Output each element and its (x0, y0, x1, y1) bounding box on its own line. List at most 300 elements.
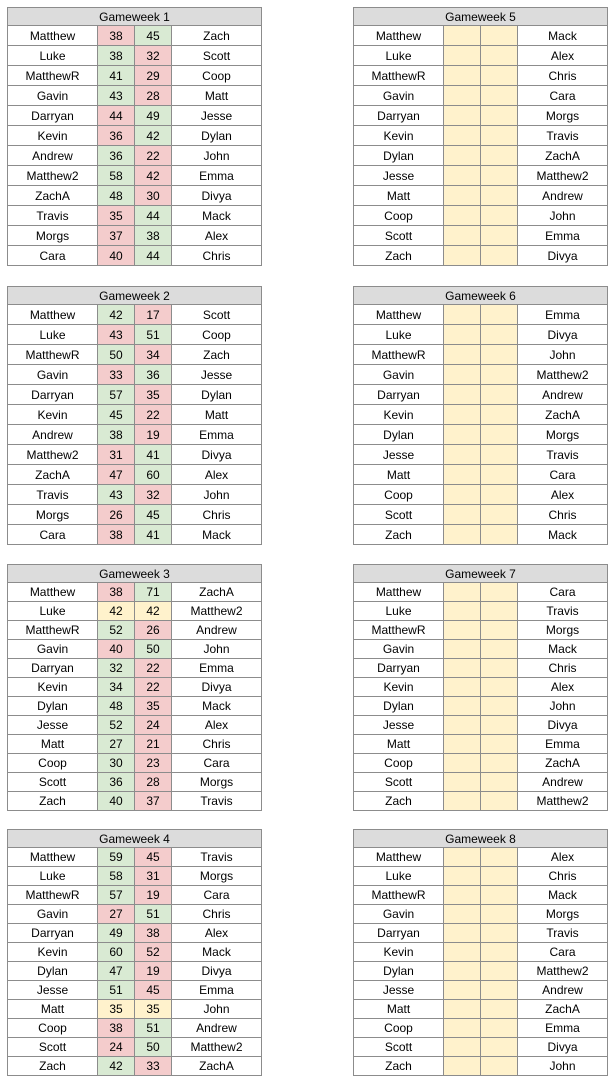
away-score: 21 (135, 735, 172, 754)
away-score: 50 (135, 640, 172, 659)
home-player: Cara (8, 246, 98, 266)
home-player: MatthewR (8, 621, 98, 640)
away-player: Divya (518, 325, 608, 345)
home-score (444, 924, 481, 943)
home-player: Zach (354, 246, 444, 266)
home-player: Matthew2 (8, 445, 98, 465)
home-player: Zach (8, 792, 98, 811)
match-row (8, 46, 262, 66)
home-score: 43 (98, 485, 135, 505)
away-score (481, 773, 518, 792)
away-player: Travis (518, 924, 608, 943)
home-player: Coop (354, 206, 444, 226)
away-score: 22 (135, 659, 172, 678)
match-row (8, 425, 262, 445)
home-score (444, 325, 481, 345)
away-score: 51 (135, 1019, 172, 1038)
away-player: Mack (518, 26, 608, 46)
gameweek-table (353, 7, 608, 266)
home-player: MatthewR (8, 66, 98, 86)
home-player: Luke (354, 325, 444, 345)
away-player: Matthew2 (172, 602, 262, 621)
away-player: Scott (172, 46, 262, 66)
match-row (8, 345, 262, 365)
match-row (354, 46, 608, 66)
match-row (8, 525, 262, 545)
home-score: 34 (98, 678, 135, 697)
home-score (444, 981, 481, 1000)
home-player: Zach (8, 1057, 98, 1076)
away-player: Jesse (172, 365, 262, 385)
home-score (444, 1000, 481, 1019)
match-row (8, 365, 262, 385)
away-score: 23 (135, 754, 172, 773)
home-score (444, 962, 481, 981)
home-player: Morgs (8, 226, 98, 246)
away-player: Cara (518, 583, 608, 602)
match-row (354, 106, 608, 126)
match-row (354, 166, 608, 186)
home-player: Matthew (8, 848, 98, 867)
home-score: 36 (98, 773, 135, 792)
away-score: 31 (135, 867, 172, 886)
home-score (444, 66, 481, 86)
away-score: 51 (135, 325, 172, 345)
away-player: John (172, 485, 262, 505)
gameweek-title: Gameweek 4 (8, 830, 262, 848)
home-score (444, 206, 481, 226)
away-score: 45 (135, 848, 172, 867)
away-score (481, 206, 518, 226)
home-player: Kevin (354, 678, 444, 697)
home-score (444, 678, 481, 697)
home-score (444, 905, 481, 924)
home-score: 40 (98, 640, 135, 659)
match-row (354, 924, 608, 943)
home-score: 35 (98, 206, 135, 226)
match-row (8, 602, 262, 621)
match-row (354, 583, 608, 602)
away-player: Matt (172, 405, 262, 425)
home-score: 40 (98, 792, 135, 811)
home-score (444, 106, 481, 126)
home-player: Scott (354, 226, 444, 246)
gameweek-table (353, 564, 608, 811)
home-player: Darryan (8, 106, 98, 126)
home-score: 45 (98, 405, 135, 425)
home-score (444, 525, 481, 545)
away-player: John (172, 146, 262, 166)
match-row (354, 126, 608, 146)
home-player: Luke (8, 46, 98, 66)
match-row (354, 1019, 608, 1038)
away-player: Divya (518, 246, 608, 266)
home-score (444, 1057, 481, 1076)
away-score: 45 (135, 981, 172, 1000)
away-score (481, 981, 518, 1000)
away-score: 29 (135, 66, 172, 86)
away-score (481, 385, 518, 405)
away-score (481, 26, 518, 46)
match-row (354, 305, 608, 325)
match-row (354, 792, 608, 811)
home-player: MatthewR (354, 66, 444, 86)
away-player: Mack (172, 697, 262, 716)
away-score: 41 (135, 525, 172, 545)
home-player: Matt (354, 735, 444, 754)
match-row (354, 325, 608, 345)
away-score (481, 345, 518, 365)
match-row (354, 754, 608, 773)
away-player: John (518, 206, 608, 226)
home-player: Gavin (354, 905, 444, 924)
home-player: Matthew (354, 848, 444, 867)
home-score (444, 425, 481, 445)
match-row (354, 246, 608, 266)
away-score (481, 405, 518, 425)
away-score (481, 962, 518, 981)
home-player: MatthewR (354, 345, 444, 365)
away-player: Coop (172, 66, 262, 86)
home-player: Darryan (354, 924, 444, 943)
away-score: 38 (135, 226, 172, 246)
away-player: Andrew (172, 1019, 262, 1038)
gameweek-table (353, 286, 608, 545)
away-player: Alex (518, 678, 608, 697)
match-row (354, 345, 608, 365)
away-score: 22 (135, 405, 172, 425)
match-row (8, 1057, 262, 1076)
home-player: Coop (354, 485, 444, 505)
home-player: Jesse (8, 981, 98, 1000)
away-player: Mack (172, 206, 262, 226)
match-row (354, 716, 608, 735)
home-player: Gavin (8, 365, 98, 385)
away-score (481, 485, 518, 505)
away-player: Morgs (172, 867, 262, 886)
home-player: Matthew (354, 583, 444, 602)
away-score: 22 (135, 678, 172, 697)
home-player: Luke (8, 867, 98, 886)
match-row (8, 186, 262, 206)
home-player: Matt (354, 465, 444, 485)
away-score: 42 (135, 126, 172, 146)
home-score: 38 (98, 525, 135, 545)
away-player: ZachA (518, 1000, 608, 1019)
away-score: 19 (135, 962, 172, 981)
match-row (8, 867, 262, 886)
match-row (354, 621, 608, 640)
match-row (354, 602, 608, 621)
home-score (444, 886, 481, 905)
home-score (444, 485, 481, 505)
away-player: John (518, 345, 608, 365)
away-player: Mack (172, 525, 262, 545)
away-player: Emma (518, 735, 608, 754)
match-row (354, 146, 608, 166)
home-player: Jesse (8, 716, 98, 735)
match-row (8, 325, 262, 345)
away-score (481, 754, 518, 773)
home-score: 36 (98, 146, 135, 166)
away-score (481, 166, 518, 186)
home-player: Dylan (8, 697, 98, 716)
home-score: 37 (98, 226, 135, 246)
match-row (354, 1057, 608, 1076)
away-player: Chris (518, 867, 608, 886)
home-score (444, 583, 481, 602)
match-row (8, 678, 262, 697)
away-score (481, 621, 518, 640)
away-player: Cara (518, 86, 608, 106)
away-player: Cara (518, 465, 608, 485)
away-player: Travis (172, 848, 262, 867)
home-score (444, 305, 481, 325)
away-score: 35 (135, 1000, 172, 1019)
home-score: 48 (98, 186, 135, 206)
home-score: 38 (98, 46, 135, 66)
home-player: Travis (8, 485, 98, 505)
away-score: 17 (135, 305, 172, 325)
home-player: Luke (8, 325, 98, 345)
away-player: Emma (172, 659, 262, 678)
match-row (354, 981, 608, 1000)
away-score (481, 886, 518, 905)
away-player: Alex (172, 465, 262, 485)
away-score (481, 905, 518, 924)
away-player: Matthew2 (518, 365, 608, 385)
match-row (8, 445, 262, 465)
away-player: ZachA (518, 146, 608, 166)
away-score (481, 46, 518, 66)
away-player: Zach (172, 26, 262, 46)
home-score: 27 (98, 905, 135, 924)
away-player: Divya (172, 186, 262, 206)
away-score: 24 (135, 716, 172, 735)
away-player: John (172, 1000, 262, 1019)
home-score: 42 (98, 602, 135, 621)
home-player: Cara (8, 525, 98, 545)
home-player: Jesse (354, 716, 444, 735)
away-player: Emma (518, 226, 608, 246)
away-score: 30 (135, 186, 172, 206)
home-player: Matthew (354, 305, 444, 325)
away-score: 45 (135, 505, 172, 525)
away-score (481, 246, 518, 266)
away-score (481, 583, 518, 602)
away-player: Divya (172, 445, 262, 465)
match-row (8, 505, 262, 525)
home-score: 57 (98, 385, 135, 405)
away-player: Matthew2 (518, 166, 608, 186)
away-score (481, 186, 518, 206)
match-row (8, 981, 262, 1000)
away-score: 32 (135, 46, 172, 66)
home-player: Jesse (354, 445, 444, 465)
away-score (481, 146, 518, 166)
away-score (481, 1000, 518, 1019)
away-player: Travis (518, 602, 608, 621)
home-player: Darryan (354, 385, 444, 405)
away-score: 41 (135, 445, 172, 465)
away-player: John (518, 1057, 608, 1076)
away-score (481, 1019, 518, 1038)
match-row (354, 485, 608, 505)
away-score: 42 (135, 166, 172, 186)
away-player: Andrew (518, 186, 608, 206)
home-score (444, 1038, 481, 1057)
match-row (354, 886, 608, 905)
home-player: MatthewR (354, 621, 444, 640)
away-player: Emma (172, 981, 262, 1000)
match-row (354, 26, 608, 46)
home-score (444, 697, 481, 716)
away-score: 60 (135, 465, 172, 485)
gameweek-title: Gameweek 5 (354, 8, 608, 26)
home-player: Kevin (354, 126, 444, 146)
away-player: Morgs (518, 106, 608, 126)
match-row (8, 106, 262, 126)
away-score: 32 (135, 485, 172, 505)
match-row (8, 735, 262, 754)
match-row (354, 66, 608, 86)
away-player: Alex (518, 46, 608, 66)
away-player: ZachA (518, 754, 608, 773)
away-player: Divya (518, 1038, 608, 1057)
away-score (481, 1038, 518, 1057)
match-row (354, 867, 608, 886)
gameweek-title: Gameweek 6 (354, 287, 608, 305)
away-player: Chris (172, 505, 262, 525)
match-row (354, 365, 608, 385)
home-player: Luke (354, 602, 444, 621)
home-player: Dylan (354, 425, 444, 445)
home-player: Matthew (354, 26, 444, 46)
away-player: Divya (172, 962, 262, 981)
home-player: Dylan (354, 146, 444, 166)
away-score: 37 (135, 792, 172, 811)
home-player: Jesse (354, 981, 444, 1000)
home-player: Scott (8, 773, 98, 792)
match-row (354, 425, 608, 445)
match-row (8, 886, 262, 905)
home-player: Matthew (8, 583, 98, 602)
match-row (8, 962, 262, 981)
away-score (481, 716, 518, 735)
away-player: Zach (172, 345, 262, 365)
away-score (481, 602, 518, 621)
away-score: 49 (135, 106, 172, 126)
home-player: Kevin (8, 126, 98, 146)
home-score: 59 (98, 848, 135, 867)
match-row (354, 1038, 608, 1057)
away-player: Andrew (518, 773, 608, 792)
home-score (444, 385, 481, 405)
away-score: 28 (135, 773, 172, 792)
home-player: Matthew (8, 305, 98, 325)
away-score (481, 659, 518, 678)
away-score (481, 305, 518, 325)
home-player: Andrew (8, 146, 98, 166)
match-row (8, 773, 262, 792)
home-score: 50 (98, 345, 135, 365)
match-row (354, 226, 608, 246)
away-score (481, 505, 518, 525)
home-score: 52 (98, 716, 135, 735)
away-player: Mack (172, 943, 262, 962)
away-player: Matthew2 (518, 962, 608, 981)
away-score (481, 525, 518, 545)
match-row (354, 848, 608, 867)
home-player: Luke (8, 602, 98, 621)
home-player: Darryan (354, 659, 444, 678)
home-score (444, 46, 481, 66)
away-score: 71 (135, 583, 172, 602)
match-row (354, 1000, 608, 1019)
away-score (481, 445, 518, 465)
away-player: Chris (518, 66, 608, 86)
home-player: Matthew (8, 26, 98, 46)
home-score (444, 1019, 481, 1038)
home-player: Darryan (8, 924, 98, 943)
away-score: 19 (135, 425, 172, 445)
away-score (481, 848, 518, 867)
home-player: Scott (354, 505, 444, 525)
away-player: Emma (172, 166, 262, 186)
home-player: Coop (354, 1019, 444, 1038)
gameweek-title: Gameweek 7 (354, 565, 608, 583)
match-row (354, 86, 608, 106)
home-player: Dylan (354, 697, 444, 716)
home-score (444, 659, 481, 678)
away-player: Andrew (518, 385, 608, 405)
home-score: 38 (98, 425, 135, 445)
match-row (354, 405, 608, 425)
away-player: Morgs (518, 621, 608, 640)
home-player: Travis (8, 206, 98, 226)
home-score: 47 (98, 962, 135, 981)
away-player: Andrew (518, 981, 608, 1000)
home-score: 52 (98, 621, 135, 640)
home-score (444, 86, 481, 106)
away-player: Chris (172, 905, 262, 924)
match-row (354, 186, 608, 206)
away-score: 28 (135, 86, 172, 106)
away-player: ZachA (172, 583, 262, 602)
home-score (444, 26, 481, 46)
match-row (8, 583, 262, 602)
home-score: 27 (98, 735, 135, 754)
away-player: Alex (172, 924, 262, 943)
match-row (354, 659, 608, 678)
match-row (8, 206, 262, 226)
home-player: Matt (8, 1000, 98, 1019)
away-score: 34 (135, 345, 172, 365)
match-row (354, 943, 608, 962)
match-row (8, 1019, 262, 1038)
match-row (8, 405, 262, 425)
home-player: ZachA (8, 186, 98, 206)
away-player: Divya (172, 678, 262, 697)
away-player: Jesse (172, 106, 262, 126)
home-score: 40 (98, 246, 135, 266)
away-score (481, 867, 518, 886)
home-player: Jesse (354, 166, 444, 186)
home-player: Scott (8, 1038, 98, 1057)
match-row (8, 924, 262, 943)
away-player: Alex (172, 716, 262, 735)
away-score: 44 (135, 206, 172, 226)
